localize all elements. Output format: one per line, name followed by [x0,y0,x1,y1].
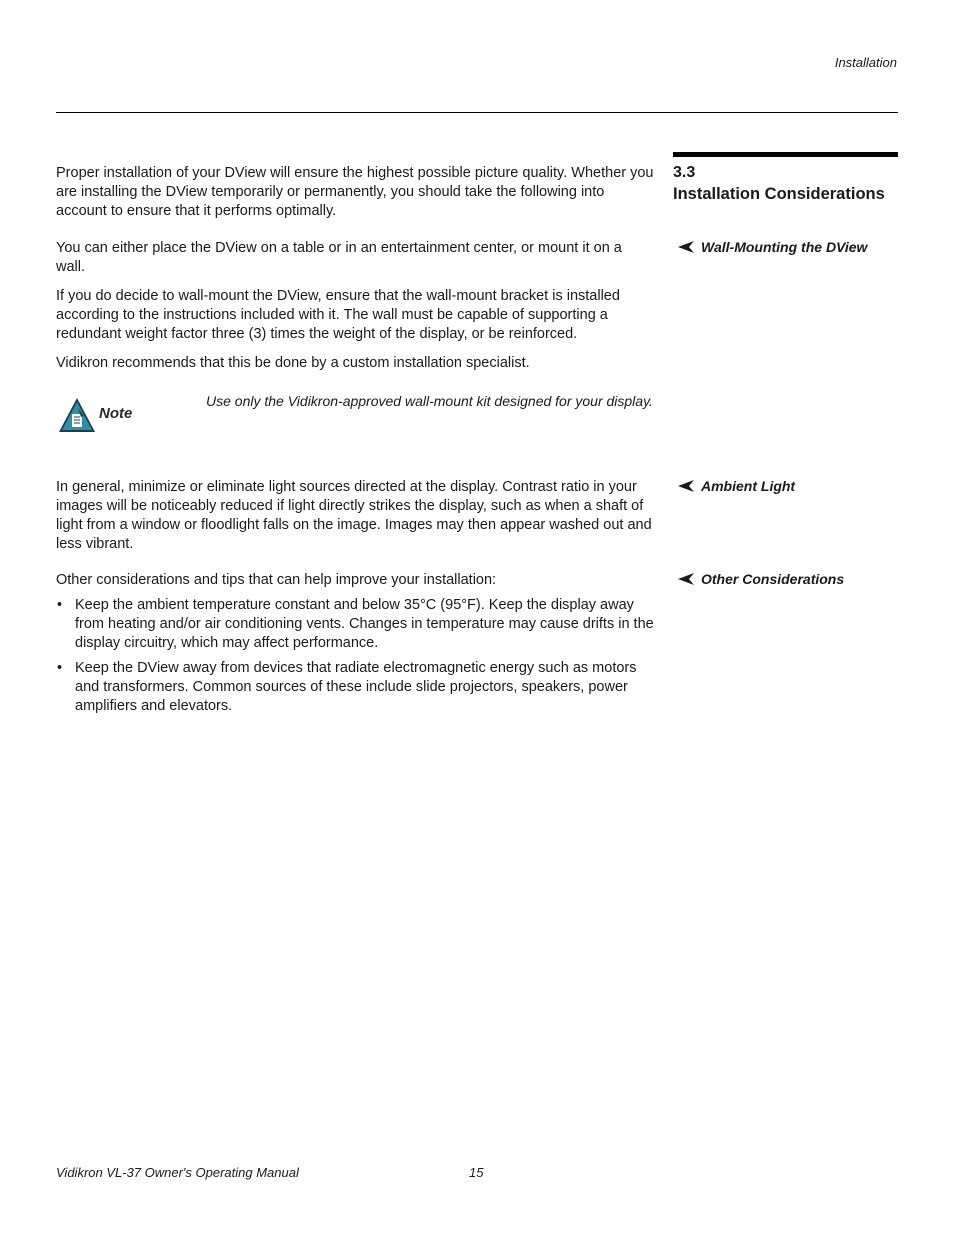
side-heading-label: Wall-Mounting the DView [701,239,868,255]
note-label: Note [99,405,133,422]
list-item-text: Keep the DView away from devices that radiate electromagnetic energy such as motors and transformers. Common sources of these include slide projectors, speakers, power amplifiers and elevators. [75,660,637,714]
wall-mounting-paragraph-1: You can either place the DView on a table or in an entertainment center, or mount it on a wall. [56,240,622,275]
section-bar [673,152,898,157]
other-considerations-intro: Other considerations and tips that can help improve your installation: [56,572,497,588]
arrow-left-icon [678,480,694,492]
list-item [56,659,656,716]
considerations-list [56,596,656,722]
list-item [56,596,656,653]
ambient-light-paragraph: In general, minimize or eliminate light sources directed at the display. Contrast ratio in your images will be noticeably reduced if light directly strikes the display, such as when a shaft of light from a window or floodlight falls on the image. Images may then appear washed out and less vibrant. [56,479,652,552]
arrow-left-icon [678,573,694,585]
footer-manual-title: Vidikron VL-37 Owner's Operating Manual [56,1165,299,1180]
header-rule [56,112,898,113]
note-text: Use only the Vidikron-approved wall-mount kit designed for your display. [206,393,653,409]
side-heading-label: Ambient Light [701,478,796,494]
intro-paragraph: Proper installation of your DView will ensure the highest possible picture quality. Whether you are installing the DView temporarily or permanently, you should take the following into account to ensure that it performs optimally. [56,165,654,219]
side-heading-ambient-light [678,478,795,494]
side-heading-label: Other Considerations [701,571,845,587]
bullet-icon: • [57,660,63,676]
wall-mounting-paragraph-3: Vidikron recommends that this be done by a custom installation specialist. [56,355,530,371]
running-header: Installation [834,55,897,70]
note-warning-icon [57,396,97,434]
list-item-text: Keep the ambient temperature constant and below 35°C (95°F). Keep the display away from heating and/or air conditioning vents. Changes in temperature may cause drifts in the display circuitry, which may affect performance. [75,597,654,651]
section-title: Installation Considerations [673,185,885,203]
bullet-icon: • [57,597,63,613]
arrow-left-icon [678,241,694,253]
side-heading-wall-mounting [678,239,867,255]
section-number: 3.3 [673,164,696,181]
side-heading-other-considerations [678,571,844,587]
wall-mounting-paragraph-2: If you do decide to wall-mount the DView, ensure that the wall-mount bracket is installed according to the instructions included with it. The wall must be capable of supporting a redundant weight factor three (3) times the weight of the display, or be reinforced. [56,288,620,342]
footer-page-number: 15 [469,1165,484,1180]
